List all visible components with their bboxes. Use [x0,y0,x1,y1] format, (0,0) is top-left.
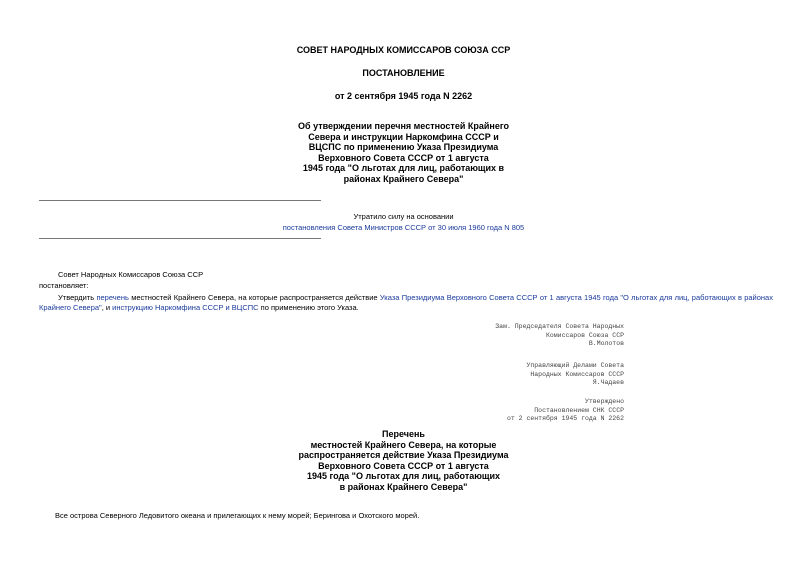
signature-line: Народных Комиссаров СССР [530,370,624,378]
signature-line: Комиссаров Союза ССР [545,331,624,339]
instruction-link[interactable]: инструкцию Наркомфина СССР и ВЦСПС [112,303,259,312]
signature-line: Я.Чадаев [592,379,624,386]
list-title-line: Верховного Совета СССР от 1 августа [318,460,489,471]
document-title [0,121,807,184]
list-title-line: распространяется действие Указа Президиума [298,450,509,460]
paragraph-prefix: Утвердить [58,293,95,302]
paragraph-text: по применению этого Указа. [260,303,359,312]
title-line: Севера и инструкции Наркомфина СССР и [308,131,499,142]
list-link[interactable]: перечень [96,293,129,302]
signature-block-2 [526,362,624,388]
decree-link-continued[interactable]: Крайнего Севера" [39,303,102,312]
status-label: Утратило силу на основании [353,212,454,221]
title-line: Об утверждении перечня местностей Крайнего [298,121,509,131]
list-title-line: в районах Крайнего Севера" [339,481,468,492]
list-item: Все острова Северного Ледовитого океана и прилегающих к нему морей; Берингова и Охотского морей. [55,511,420,520]
divider-top [39,200,321,201]
paragraph-text: , и [101,303,111,312]
signature-block-1 [495,323,624,349]
approval-line: Утверждено [584,398,624,405]
list-title [0,429,807,492]
approval-line: от 2 сентября 1945 года N 2262 [506,415,624,422]
decree-link[interactable]: Указа Президиума Верховного Совета СССР от 1 августа 1945 года "О льготах для лиц, работающих в районах [379,293,773,302]
title-line: ВЦСПС по применению Указа Президиума [308,142,499,152]
resolution-paragraph-line-1 [58,293,773,303]
intro-line-1: Совет Народных Комиссаров Союза ССР [58,270,204,279]
approval-line: Постановлением СНК СССР [534,406,624,414]
signature-line: Управляющий Делами Совета [526,362,624,369]
divider-bottom [39,238,321,239]
approval-block [507,398,624,424]
intro-line-2: постановляет: [39,281,89,290]
signature-line: В.Молотов [588,340,624,347]
paragraph-text: местностей Крайнего Севера, на которые распространяется действие [131,293,378,302]
title-line: Верховного Совета СССР от 1 августа [318,152,489,163]
issuing-authority: СОВЕТ НАРОДНЫХ КОМИССАРОВ СОЮЗА ССР [296,45,511,55]
document-date-number: от 2 сентября 1945 года N 2262 [334,91,473,101]
title-line: 1945 года "О льготах для лиц, работающих в [302,163,505,173]
status-repeal-link[interactable]: постановления Совета Министров СССР от 30 июля 1960 года N 805 [282,223,525,232]
document-type: ПОСТАНОВЛЕНИЕ [362,68,445,78]
list-title-line: местностей Крайнего Севера, на которые [310,439,497,450]
resolution-paragraph-line-2 [39,303,359,313]
signature-line: Зам. Председателя Совета Народных [495,323,624,330]
list-title-line: 1945 года "О льготах для лиц, работающих [306,471,501,481]
list-title-line: Перечень [382,429,425,439]
title-line: районах Крайнего Севера" [343,173,464,184]
